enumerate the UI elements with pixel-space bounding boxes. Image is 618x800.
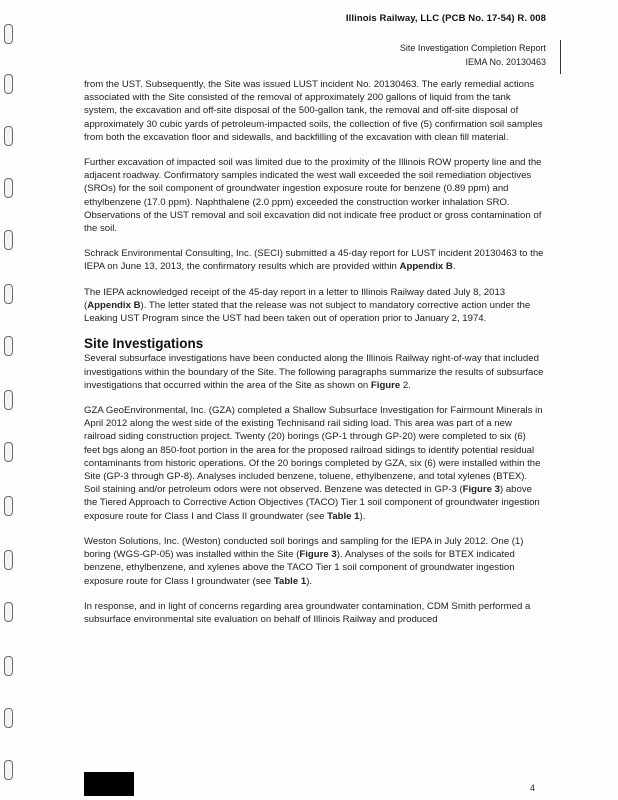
binder-hole: [4, 390, 13, 410]
binder-hole: [4, 760, 13, 780]
header-iema-number: IEMA No. 20130463: [465, 57, 546, 67]
binder-hole: [4, 178, 13, 198]
paragraph-iepa-letter: [84, 286, 544, 326]
figure-reference: Figure: [370, 379, 401, 391]
binder-hole: [4, 336, 13, 356]
paragraph-gza-investigation: [84, 404, 544, 523]
table-reference: Table 1: [327, 510, 360, 522]
paragraph-text: 2.: [400, 379, 411, 391]
paragraph-text: Weston Solutions, Inc. (Weston) conducted soil borings and sampling for the IEPA in July 2012. One (1) boring (WGS-GP-05) was installed within the Site (: [84, 535, 524, 561]
header-report-title: Site Investigation Completion Report: [399, 43, 546, 53]
header-case-number: Illinois Railway, LLC (PCB No. 17-54) R. 008: [345, 13, 546, 24]
appendix-reference: Appendix B: [399, 261, 453, 273]
paragraph-seci-report: [84, 247, 544, 273]
document-body: [84, 78, 544, 638]
binder-hole: [4, 74, 13, 94]
figure-reference: Figure 3: [462, 484, 500, 496]
paragraph-investigations-intro: [84, 352, 544, 392]
binder-hole: [4, 442, 13, 462]
binder-hole: [4, 708, 13, 728]
paragraph-further-excavation: Further excavation of impacted soil was limited due to the proximity of the Illinois ROW property line and the adjacent roadway. Confirmatory samples indicated the west wall exceeded the soil remediation objectives (SROs) for the soil component of groundwater ingestion exposure route for benzene (0.89 ppm) and ethylbenzene (17.0 ppm). Naphthalene (2.0 ppm) exceeded the construction worker inhalation SRO. Observations of the UST removal and soil excavation did not indicate free product or gross contamination of the soil.: [84, 157, 542, 235]
appendix-reference: Appendix B: [87, 299, 141, 311]
binder-hole: [4, 284, 13, 304]
binder-hole: [4, 656, 13, 676]
paragraph-text: ). The letter stated that the release was not subject to mandatory corrective action under the Leaking UST Program since the UST had been taken out of operation prior to January 2, 1974.: [84, 299, 531, 325]
paragraph-text: ).: [306, 575, 313, 587]
binder-hole: [4, 496, 13, 516]
redaction-box: [84, 772, 134, 796]
paragraph-text: GZA GeoEnvironmental, Inc. (GZA) completed a Shallow Subsurface Investigation for Fairmount Minerals in April 2012 along the west side of the existing Technisand rail siding load. This area was part of a new railroad siding construction project. Twenty (20) borings (GP-1 through GP-20) were completed to six (6) feet bgs along an 850-foot portion in the area for the proposed railroad sidings to identify potential residual contaminants from historic operations. Of the 20 borings completed by GZA, six (6) were installed within the Site (GP-3 through GP-8). Analyses included benzene, toluene, ethylbenzene, and total xylenes (BTEX). Soil staining and/or petroleum odors were not observed. Benzene was detected in GP-3 (: [84, 405, 543, 496]
binder-holes: [4, 14, 16, 794]
paragraph-text: Schrack Environmental Consulting, Inc. (SECI) submitted a 45-day report for LUST incident 20130463 to the IEPA on June 13, 2013, the confirmatory results which are provided within: [84, 248, 544, 273]
table-reference: Table 1: [273, 575, 307, 587]
page-number: 4: [530, 783, 536, 793]
figure-reference: Figure 3: [299, 549, 337, 561]
paragraph-text: ).: [359, 510, 366, 522]
paragraph-ust-removal: from the UST. Subsequently, the Site was issued LUST incident No. 20130463. The early remedial actions associated with the Site consisted of the removal of approximately 200 gallons of liquid from the tank system, the excavation and off-site disposal of the 500-gallon tank, the removal and off-site disposal of approximately 30 cubic yards of petroleum-impacted soils, the collection of five (5) confirmation soil samples from both the excavation floor and sidewalls, and backfilling of the excavation with clean fill material.: [84, 79, 543, 143]
binder-hole: [4, 24, 13, 44]
header-divider: [560, 40, 561, 74]
section-heading-site-investigations: Site Investigations: [84, 336, 204, 352]
paragraph-text: Several subsurface investigations have been conducted along the Illinois Railway right-of-way that included investigations within the boundary of the Site. The following paragraphs summarize the results of subsurface investigations that occurred within the area of the Site as shown on: [84, 353, 544, 391]
binder-hole: [4, 602, 13, 622]
paragraph-text: .: [452, 261, 456, 273]
paragraph-weston-investigation: [84, 535, 544, 588]
binder-hole: [4, 126, 13, 146]
paragraph-cdm-smith: In response, and in light of concerns regarding area groundwater contamination, CDM Smith performed a subsurface environmental site evaluation on behalf of Illinois Railway and produced: [84, 600, 531, 625]
binder-hole: [4, 230, 13, 250]
paragraph-text: ). Analyses of the soils for BTEX indicated benzene, ethylbenzene, and xylenes above the TACO Tier 1 soil component of groundwater ingestion exposure route for Class I groundwater (see: [84, 549, 515, 587]
binder-hole: [4, 550, 13, 570]
paragraph-text: ) above the Tiered Approach to Corrective Action Objectives (TACO) Tier 1 soil component of groundwater ingestion exposure route for Class I and Class II groundwater (see: [84, 484, 540, 522]
paragraph-text: The IEPA acknowledged receipt of the 45-day report in a letter to Illinois Railway dated July 8, 2013 (: [84, 286, 506, 311]
